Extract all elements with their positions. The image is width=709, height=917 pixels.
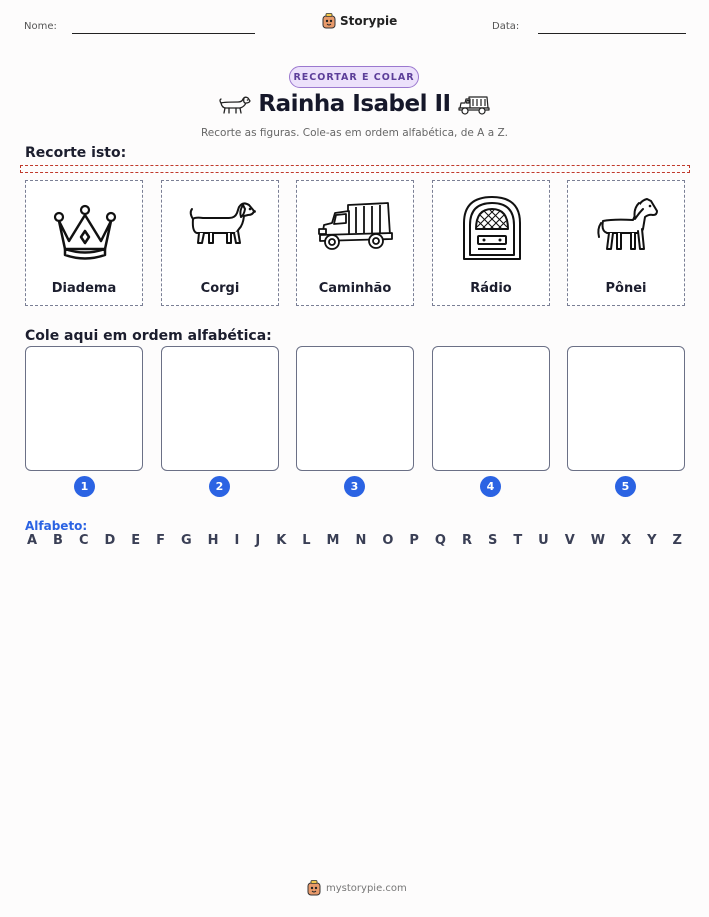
card-label: Caminhão bbox=[318, 281, 392, 296]
letter: D bbox=[104, 533, 116, 548]
name-label: Nome: bbox=[24, 21, 57, 32]
radio-icon bbox=[452, 189, 532, 269]
order-number-2: 2 bbox=[209, 476, 230, 497]
letter: Z bbox=[672, 533, 682, 548]
card-label: Diadema bbox=[51, 281, 117, 296]
letter: C bbox=[78, 533, 89, 548]
alphabet-row bbox=[27, 533, 682, 548]
card-label: Corgi bbox=[200, 281, 240, 296]
card-label: Pônei bbox=[605, 281, 647, 296]
paste-box-4[interactable] bbox=[432, 346, 550, 471]
letter: T bbox=[513, 533, 523, 548]
paste-box-3[interactable] bbox=[296, 346, 414, 471]
letter: L bbox=[302, 533, 311, 548]
storypie-mascot-icon bbox=[322, 13, 336, 29]
letter: O bbox=[382, 533, 394, 548]
pony-icon bbox=[587, 189, 667, 269]
letter: A bbox=[27, 533, 38, 548]
letter: X bbox=[621, 533, 632, 548]
letter: P bbox=[409, 533, 419, 548]
letter: V bbox=[564, 533, 575, 548]
letter: F bbox=[156, 533, 166, 548]
activity-badge: RECORTAR E COLAR bbox=[289, 66, 419, 88]
footer-url[interactable]: mystorypie.com bbox=[326, 882, 407, 894]
name-line[interactable] bbox=[72, 33, 255, 34]
cut-card-diadema[interactable] bbox=[25, 180, 143, 306]
order-number-5: 5 bbox=[615, 476, 636, 497]
letter: Y bbox=[647, 533, 657, 548]
letter: M bbox=[326, 533, 340, 548]
letter: W bbox=[590, 533, 606, 548]
cut-line bbox=[20, 165, 690, 173]
cut-section-title: Recorte isto: bbox=[25, 145, 127, 161]
dog-icon bbox=[181, 189, 261, 269]
brand-logo bbox=[322, 13, 397, 29]
letter: J bbox=[255, 533, 261, 548]
crown-icon bbox=[45, 189, 125, 269]
title-truck-icon bbox=[458, 94, 490, 116]
cut-card-caminhao[interactable] bbox=[296, 180, 414, 306]
letter: E bbox=[131, 533, 141, 548]
paste-box-2[interactable] bbox=[161, 346, 279, 471]
letter: Q bbox=[434, 533, 446, 548]
date-label: Data: bbox=[492, 21, 520, 32]
page-title: Rainha Isabel II bbox=[258, 91, 451, 117]
letter: B bbox=[53, 533, 63, 548]
letter: G bbox=[181, 533, 192, 548]
alphabet-title: Alfabeto: bbox=[25, 519, 88, 533]
truck-icon bbox=[316, 189, 396, 269]
cut-card-radio[interactable] bbox=[432, 180, 550, 306]
paste-box-5[interactable] bbox=[567, 346, 685, 471]
storypie-mascot-icon bbox=[307, 880, 321, 896]
letter: R bbox=[461, 533, 472, 548]
order-number-1: 1 bbox=[74, 476, 95, 497]
cut-card-ponei[interactable] bbox=[567, 180, 685, 306]
card-label: Rádio bbox=[470, 281, 512, 296]
order-number-4: 4 bbox=[480, 476, 501, 497]
letter: K bbox=[276, 533, 287, 548]
footer bbox=[307, 880, 407, 896]
paste-box-1[interactable] bbox=[25, 346, 143, 471]
letter: I bbox=[234, 533, 240, 548]
order-number-3: 3 bbox=[344, 476, 365, 497]
letter: U bbox=[538, 533, 549, 548]
date-line[interactable] bbox=[538, 33, 686, 34]
letter: N bbox=[355, 533, 367, 548]
letter: S bbox=[487, 533, 498, 548]
paste-section-title: Cole aqui em ordem alfabética: bbox=[25, 328, 272, 344]
brand-name: Storypie bbox=[340, 14, 398, 28]
instructions: Recorte as figuras. Cole-as em ordem alfabética, de A a Z. bbox=[200, 127, 509, 139]
cut-card-corgi[interactable] bbox=[161, 180, 279, 306]
letter: H bbox=[207, 533, 219, 548]
